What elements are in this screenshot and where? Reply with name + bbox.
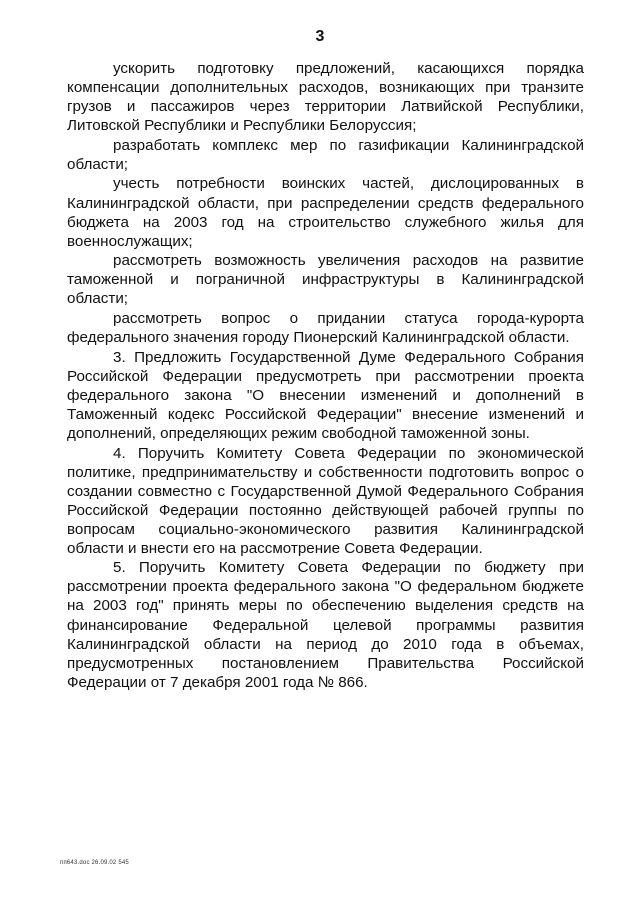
document-body: [67, 59, 584, 692]
paragraph-customs-infrastructure: рассмотреть возможность увеличения расходов на развитие таможенной и пограничной инфраструктуры в Калининградской области;: [67, 252, 584, 308]
paragraph-gasification: разработать комплекс мер по газификации Калининградской области;: [67, 136, 584, 173]
paragraph-resort-status: рассмотреть вопрос о придании статуса города-курорта федерального значения городу Пионерский Калининградской области.: [67, 309, 584, 347]
paragraph-item-3: 3. Предложить Государственной Думе Федерального Собрания Российской Федерации предусмотреть при рассмотрении проекта федерального закона "О внесении изменений и дополнений в Таможенный кодекс Российской Федерации" внесение изменений и дополнений, определяющих режим свободной таможенной зоны.: [67, 348, 584, 442]
paragraph-item-4: 4. Поручить Комитету Совета Федерации по экономической политике, предпринимательству и собственности подготовить вопрос о создании совместно с Государственной Думой Федерального Собрания Российской Федерации постоянно действующей рабочей группы по вопросам социально-экономического развития Калининградской области и внести его на рассмотрение Совета Федерации.: [67, 444, 584, 557]
paragraph-military-housing: учесть потребности воинских частей, дислоцированных в Калининградской области, при распределении средств федерального бюджета на 2003 год на строительство служебного жилья для военнослужащих;: [67, 175, 584, 250]
paragraph-transit-compensation: ускорить подготовку предложений, касающихся порядка компенсации дополнительных расходов, возникающих при транзите грузов и пассажиров через территории Латвийской Республики, Литовской Республики и Республики Белоруссия;: [67, 60, 584, 135]
page-number: 3: [315, 28, 325, 45]
paragraph-item-5: 5. Поручить Комитету Совета Федерации по бюджету при рассмотрении проекта федерального закона "О федеральном бюджете на 2003 год" принять меры по обеспечению выделения средств на финансирование Федеральной целевой программы развития Калининградской области на период до 2010 года в объемах, предусмотренных постановлением Правительства Российской Федерации от 7 декабря 2001 года № 866.: [67, 559, 584, 691]
footer-file-code: пп643.doc 26.09.02 545: [60, 860, 129, 866]
